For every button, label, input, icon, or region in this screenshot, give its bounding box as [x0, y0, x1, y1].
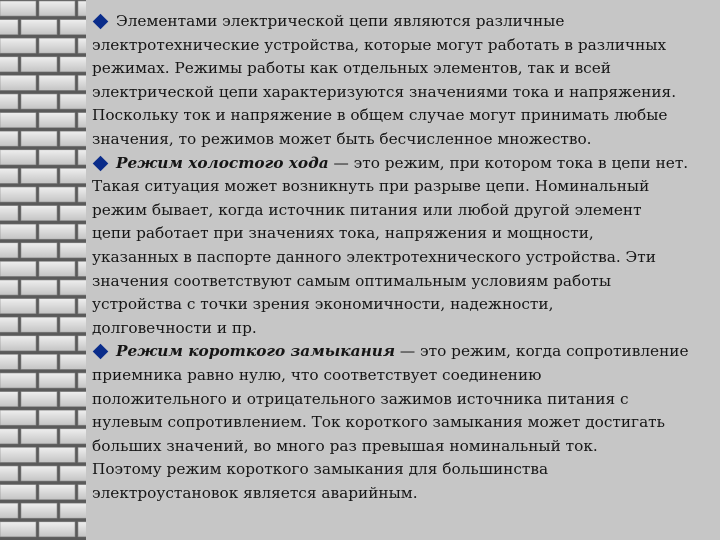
text-line — [92, 293, 710, 317]
brick — [39, 485, 75, 500]
brick — [0, 1, 36, 16]
line-text: режимах. Режимы работы как отдельных элементов, так и всей — [92, 59, 611, 78]
line-text: — это режим, при котором тока в цепи нет. — [328, 153, 689, 172]
brick — [0, 113, 36, 128]
brick — [60, 354, 86, 369]
brick — [0, 57, 18, 72]
brick — [78, 261, 86, 276]
brick — [78, 336, 86, 351]
brick — [0, 392, 18, 407]
brick — [78, 224, 86, 239]
brick — [0, 75, 36, 90]
slide-text — [92, 10, 710, 505]
brick — [21, 57, 57, 72]
text-line — [92, 222, 710, 246]
text-line — [92, 435, 710, 459]
brick — [0, 299, 36, 314]
brick — [39, 336, 75, 351]
text-line — [92, 10, 710, 34]
brick — [0, 168, 18, 183]
brick — [21, 503, 57, 518]
text-line — [92, 411, 710, 435]
brick — [78, 373, 86, 388]
text-line — [92, 364, 710, 388]
line-text: электротехнические устройства, которые могут работать в различных — [92, 35, 667, 54]
brick — [60, 94, 86, 109]
text-line — [92, 57, 710, 81]
brick — [78, 299, 86, 314]
line-text: Такая ситуация может возникнуть при разрыве цепи. Номинальный — [92, 177, 650, 196]
brick — [0, 20, 18, 35]
line-text: Поэтому режим короткого замыкания для большинства — [92, 460, 549, 479]
brick — [78, 113, 86, 128]
brick — [60, 206, 86, 221]
brick — [0, 317, 18, 332]
brick — [39, 38, 75, 53]
line-text: устройства с точки зрения экономичности, надежности, — [92, 295, 554, 314]
brick — [0, 466, 18, 481]
brick — [21, 280, 57, 295]
brick — [78, 187, 86, 202]
brick — [0, 94, 18, 109]
brick — [39, 1, 75, 16]
brick — [60, 503, 86, 518]
line-text: долговечности и пр. — [92, 318, 257, 337]
brick — [0, 522, 36, 537]
term-heading: Режим короткого замыкания — [116, 342, 396, 361]
line-text: режим бывает, когда источник питания или любой другой элемент — [92, 200, 642, 219]
brick — [0, 224, 36, 239]
line-text: электрической цепи характеризуются значениями тока и напряжения. — [92, 82, 677, 101]
brick — [78, 75, 86, 90]
line-text: электроустановок является аварийным. — [92, 483, 418, 502]
brick — [39, 187, 75, 202]
diamond-bullet-icon — [93, 344, 109, 360]
brick — [21, 354, 57, 369]
line-text: цепи работает при значениях тока, напряжения и мощности, — [92, 224, 594, 243]
brick — [21, 206, 57, 221]
brick — [39, 522, 75, 537]
brick — [60, 280, 86, 295]
diamond-bullet-icon — [93, 155, 109, 171]
paragraph — [92, 10, 710, 152]
brick — [0, 447, 36, 462]
brick — [0, 150, 36, 165]
brick — [21, 168, 57, 183]
brick — [0, 206, 18, 221]
brick — [21, 20, 57, 35]
brick — [21, 94, 57, 109]
brick — [21, 131, 57, 146]
brick — [60, 466, 86, 481]
brick — [0, 280, 18, 295]
term-heading: Режим холостого хода — [116, 153, 329, 172]
brick — [60, 392, 86, 407]
brick — [39, 224, 75, 239]
text-line — [92, 388, 710, 412]
brick — [60, 429, 86, 444]
brick — [0, 410, 36, 425]
text-line — [92, 340, 710, 364]
text-line — [92, 317, 710, 341]
brick — [21, 392, 57, 407]
line-text: приемника равно нулю, что соответствует соединению — [92, 365, 542, 384]
text-line — [92, 270, 710, 294]
brick — [78, 485, 86, 500]
diamond-bullet-icon — [93, 14, 109, 30]
brick-wall-decoration — [0, 0, 86, 540]
line-text: Поскольку ток и напряжение в общем случае могут принимать любые — [92, 106, 668, 125]
brick — [78, 522, 86, 537]
line-text: значения соответствуют самым оптимальным условиям работы — [92, 271, 612, 290]
brick — [21, 317, 57, 332]
brick — [60, 168, 86, 183]
brick — [78, 1, 86, 16]
text-line — [92, 34, 710, 58]
line-text: указанных в паспорте данного электротехнического устройства. Эти — [92, 247, 656, 266]
text-line — [92, 458, 710, 482]
text-line — [92, 152, 710, 176]
brick — [0, 243, 18, 258]
brick — [21, 466, 57, 481]
text-line — [92, 482, 710, 506]
brick — [0, 187, 36, 202]
brick — [39, 261, 75, 276]
brick — [78, 38, 86, 53]
line-text: значения, то режимов может быть бесчисленное множество. — [92, 129, 592, 148]
brick — [39, 113, 75, 128]
brick — [78, 447, 86, 462]
brick — [0, 429, 18, 444]
brick — [21, 429, 57, 444]
line-text: — это режим, когда сопротивление — [395, 342, 689, 361]
brick — [60, 57, 86, 72]
paragraph — [92, 340, 710, 505]
brick — [39, 75, 75, 90]
text-line — [92, 104, 710, 128]
line-text: нулевым сопротивлением. Ток короткого замыкания может достигать — [92, 413, 665, 432]
text-line — [92, 199, 710, 223]
brick — [0, 261, 36, 276]
line-text: больших значений, во много раз превышая номинальный ток. — [92, 436, 598, 455]
brick — [60, 131, 86, 146]
line-text: Элементами электрической цепи являются различные — [116, 12, 565, 30]
brick — [60, 20, 86, 35]
brick — [39, 150, 75, 165]
brick — [0, 354, 18, 369]
brick — [0, 373, 36, 388]
text-line — [92, 175, 710, 199]
brick — [39, 410, 75, 425]
brick — [0, 503, 18, 518]
brick — [78, 410, 86, 425]
brick — [39, 373, 75, 388]
brick — [0, 131, 18, 146]
paragraph — [92, 152, 710, 341]
brick — [21, 243, 57, 258]
brick — [60, 317, 86, 332]
line-text: положительного и отрицательного зажимов источника питания с — [92, 389, 629, 408]
text-line — [92, 128, 710, 152]
brick — [0, 336, 36, 351]
brick — [78, 150, 86, 165]
text-line — [92, 81, 710, 105]
brick — [39, 299, 75, 314]
brick — [0, 485, 36, 500]
text-line — [92, 246, 710, 270]
brick — [60, 243, 86, 258]
brick — [0, 38, 36, 53]
brick — [39, 447, 75, 462]
